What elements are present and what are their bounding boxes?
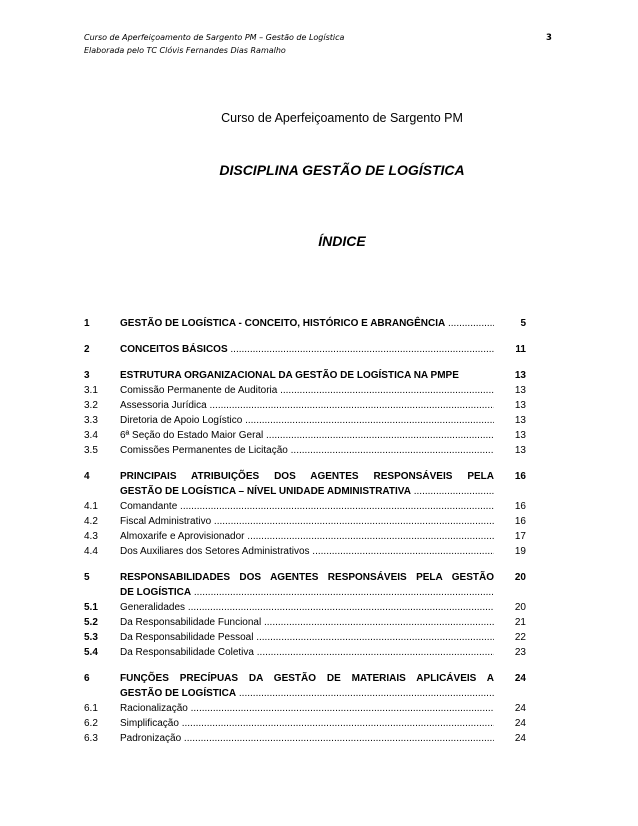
toc-page: 16: [514, 501, 526, 512]
toc-number: 5.4: [84, 647, 98, 658]
toc-entry-3-5[interactable]: [84, 443, 526, 458]
toc-entry-4-4[interactable]: [84, 544, 526, 559]
toc-entry-6-2[interactable]: [84, 716, 526, 731]
toc-title: Da Responsabilidade Pessoal .....: [120, 630, 494, 645]
table-of-contents: [84, 316, 526, 746]
toc-title-line2: GESTÃO DE LOGÍSTICA .....: [120, 686, 494, 701]
toc-page: 13: [514, 400, 526, 411]
toc-title: Da Responsabilidade Coletiva .....: [120, 645, 494, 660]
course-title: Curso de Aperfeiçoamento de Sargento PM: [221, 111, 463, 125]
toc-page: 22: [514, 632, 526, 643]
toc-number: 6.2: [84, 718, 98, 729]
toc-title: Racionalização .....: [120, 701, 494, 716]
header-author-line: Elaborada pelo TC Clóvis Fernandes Dias Ramalho: [84, 46, 286, 55]
toc-title: 6ª Seção do Estado Maior Geral .....: [120, 428, 494, 443]
toc-entry-4-1[interactable]: [84, 499, 526, 514]
toc-entry-4-2[interactable]: [84, 514, 526, 529]
toc-title: Da Responsabilidade Funcional .....: [120, 615, 494, 630]
toc-number: 5.2: [84, 617, 98, 628]
toc-page: 21: [514, 617, 526, 628]
toc-page: 16: [514, 516, 526, 527]
toc-page: 24: [514, 673, 526, 684]
toc-page: 16: [514, 471, 526, 482]
toc-number: 5.3: [84, 632, 98, 643]
toc-entry-4[interactable]: [84, 469, 526, 499]
toc-page: 13: [514, 370, 526, 381]
toc-entry-6[interactable]: [84, 671, 526, 701]
toc-number: 2: [84, 344, 90, 355]
toc-title: [120, 570, 494, 600]
header-course-line: Curso de Aperfeiçoamento de Sargento PM – Gestão de Logística: [84, 33, 345, 42]
toc-number: 3.3: [84, 415, 98, 426]
toc-number: 3.4: [84, 430, 98, 441]
toc-title-line1: RESPONSABILIDADES DOS AGENTES RESPONSÁVEIS PELA GESTÃO: [120, 572, 494, 583]
toc-entry-4-3[interactable]: [84, 529, 526, 544]
toc-entry-5-4[interactable]: [84, 645, 526, 660]
toc-entry-6-3[interactable]: [84, 731, 526, 746]
toc-entry-3-1[interactable]: [84, 383, 526, 398]
toc-number: 6.1: [84, 703, 98, 714]
toc-number: 5: [84, 572, 90, 583]
toc-page: 13: [514, 430, 526, 441]
toc-page: 11: [515, 344, 526, 355]
toc-title: Simplificação .....: [120, 716, 494, 731]
toc-title-line1: PRINCIPAIS ATRIBUIÇÕES DOS AGENTES RESPONSÁVEIS PELA: [120, 471, 494, 482]
index-heading: ÍNDICE: [318, 233, 366, 249]
toc-entry-2[interactable]: [84, 342, 526, 357]
toc-title-line2: GESTÃO DE LOGÍSTICA – NÍVEL UNIDADE ADMINISTRATIVA .....: [120, 484, 494, 499]
toc-number: 3: [84, 370, 90, 381]
discipline-title: DISCIPLINA GESTÃO DE LOGÍSTICA: [219, 162, 465, 178]
toc-page: 13: [514, 415, 526, 426]
toc-entry-1[interactable]: [84, 316, 526, 331]
toc-title: Comissões Permanentes de Licitação .....: [120, 443, 494, 458]
toc-entry-3-3[interactable]: [84, 413, 526, 428]
toc-number: 4.4: [84, 546, 98, 557]
toc-entry-5[interactable]: [84, 570, 526, 600]
toc-title: Fiscal Administrativo .....: [120, 514, 494, 529]
toc-page: 13: [514, 385, 526, 396]
toc-page: 13: [514, 445, 526, 456]
toc-number: 3.1: [84, 385, 98, 396]
toc-entry-3[interactable]: [84, 368, 526, 383]
toc-title: ESTRUTURA ORGANIZACIONAL DA GESTÃO DE LOGÍSTICA NA PMPE: [120, 370, 459, 381]
toc-entry-6-1[interactable]: [84, 701, 526, 716]
toc-page: 5: [520, 318, 526, 329]
toc-title: Diretoria de Apoio Logístico .....: [120, 413, 494, 428]
toc-entry-5-1[interactable]: [84, 600, 526, 615]
toc-number: 4.3: [84, 531, 98, 542]
toc-entry-5-3[interactable]: [84, 630, 526, 645]
page-number: 3: [546, 33, 552, 43]
toc-title: [120, 469, 494, 499]
toc-entry-5-2[interactable]: [84, 615, 526, 630]
toc-number: 4.2: [84, 516, 98, 527]
toc-number: 6.3: [84, 733, 98, 744]
toc-page: 24: [514, 718, 526, 729]
toc-title: Assessoria Jurídica .....: [120, 398, 494, 413]
toc-number: 3.2: [84, 400, 98, 411]
toc-title: Almoxarife e Aprovisionador .....: [120, 529, 494, 544]
toc-number: 5.1: [84, 602, 98, 613]
toc-title: Comissão Permanente de Auditoria .....: [120, 383, 494, 398]
toc-page: 24: [514, 733, 526, 744]
toc-title: GESTÃO DE LOGÍSTICA - CONCEITO, HISTÓRICO E ABRANGÊNCIA .....: [120, 316, 494, 331]
toc-title: Comandante .....: [120, 499, 494, 514]
toc-number: 4: [84, 471, 90, 482]
toc-title: CONCEITOS BÁSICOS .....: [120, 342, 494, 357]
toc-title-line2: DE LOGÍSTICA .....: [120, 585, 494, 600]
toc-title: Dos Auxiliares dos Setores Administrativos .....: [120, 544, 494, 559]
toc-title: Generalidades .....: [120, 600, 494, 615]
toc-page: 19: [514, 546, 526, 557]
toc-page: 23: [514, 647, 526, 658]
toc-page: 24: [514, 703, 526, 714]
toc-title: Padronização .....: [120, 731, 494, 746]
toc-entry-3-4[interactable]: [84, 428, 526, 443]
toc-title: [120, 671, 494, 701]
toc-number: 4.1: [84, 501, 98, 512]
toc-page: 20: [514, 572, 526, 583]
toc-number: 1: [84, 318, 90, 329]
toc-title-line1: FUNÇÕES PRECÍPUAS DA GESTÃO DE MATERIAIS APLICÁVEIS A: [120, 673, 494, 684]
toc-page: 17: [514, 531, 526, 542]
toc-page: 20: [514, 602, 526, 613]
toc-number: 3.5: [84, 445, 98, 456]
toc-number: 6: [84, 673, 90, 684]
toc-entry-3-2[interactable]: [84, 398, 526, 413]
